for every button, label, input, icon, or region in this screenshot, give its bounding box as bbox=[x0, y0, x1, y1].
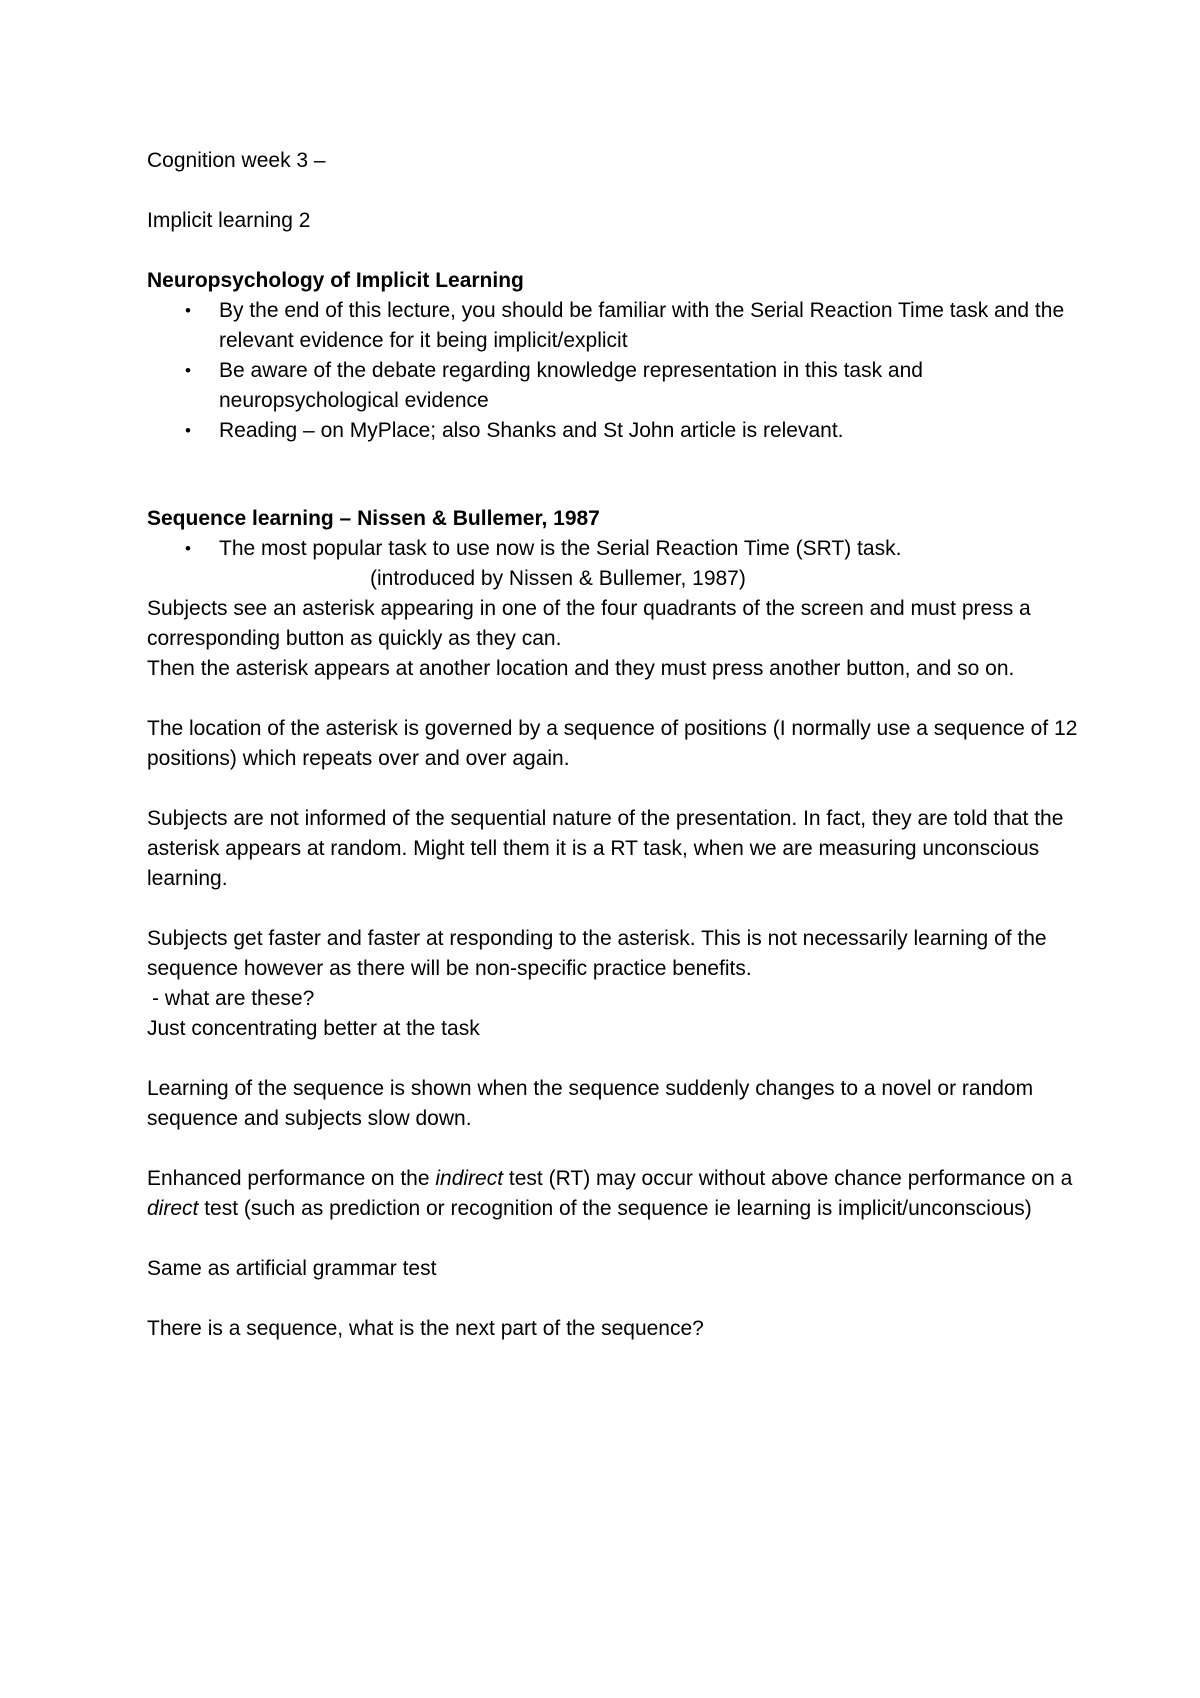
section-heading-sequence-learning: Sequence learning – Nissen & Bullemer, 1987 bbox=[147, 507, 600, 530]
section-heading-neuropsychology: Neuropsychology of Implicit Learning bbox=[147, 269, 524, 292]
text-run: test (RT) may occur without above chance performance on a bbox=[503, 1167, 1073, 1190]
list-item: • Reading – on MyPlace; also Shanks and St John article is relevant. bbox=[147, 416, 1087, 446]
document-subtitle: Implicit learning 2 bbox=[147, 209, 311, 232]
objectives-list bbox=[147, 296, 1087, 446]
emphasis-indirect: indirect bbox=[435, 1167, 504, 1190]
paragraph: There is a sequence, what is the next part of the sequence? bbox=[147, 1317, 704, 1340]
answer-line: Just concentrating better at the task bbox=[147, 1017, 480, 1040]
list-item: • Be aware of the debate regarding knowledge representation in this task and neuropsychological evidence bbox=[147, 356, 1087, 416]
text-run: test (such as prediction or recognition of the sequence ie learning is implicit/unconscious) bbox=[198, 1197, 1032, 1220]
paragraph: Subjects see an asterisk appearing in one of the four quadrants of the screen and must press a corresponding button as quickly as they can. bbox=[147, 597, 1031, 650]
paragraph: Subjects get faster and faster at responding to the asterisk. This is not necessarily learning of the sequence however as there will be non-specific practice benefits. bbox=[147, 927, 1047, 980]
list-item: • The most popular task to use now is the Serial Reaction Time (SRT) task. bbox=[147, 534, 1087, 564]
paragraph: Learning of the sequence is shown when the sequence suddenly changes to a novel or random sequence and subjects slow down. bbox=[147, 1077, 1034, 1130]
paragraph: Subjects are not informed of the sequential nature of the presentation. In fact, they are told that the asterisk appears at random. Might tell them it is a RT task, when we are measuring unconscious learning. bbox=[147, 807, 1064, 890]
question-line: - what are these? bbox=[152, 987, 315, 1010]
document-page bbox=[147, 146, 1087, 1344]
emphasis-direct: direct bbox=[147, 1197, 199, 1220]
paragraph: Same as artificial grammar test bbox=[147, 1257, 437, 1280]
document-title: Cognition week 3 – bbox=[147, 149, 326, 172]
srt-list bbox=[147, 534, 1087, 564]
text-run: Enhanced performance on the bbox=[147, 1167, 436, 1190]
paragraph: Then the asterisk appears at another location and they must press another button, and so on. bbox=[147, 657, 1015, 680]
paragraph: The location of the asterisk is governed by a sequence of positions (I normally use a sequence of 12 positions) which repeats over and over again. bbox=[147, 717, 1078, 770]
paragraph-direct-indirect bbox=[147, 1164, 1087, 1224]
intro-note: (introduced by Nissen & Bullemer, 1987) bbox=[370, 567, 746, 590]
list-item: • By the end of this lecture, you should be familiar with the Serial Reaction Time task and the relevant evidence for it being implicit/explicit bbox=[147, 296, 1087, 356]
